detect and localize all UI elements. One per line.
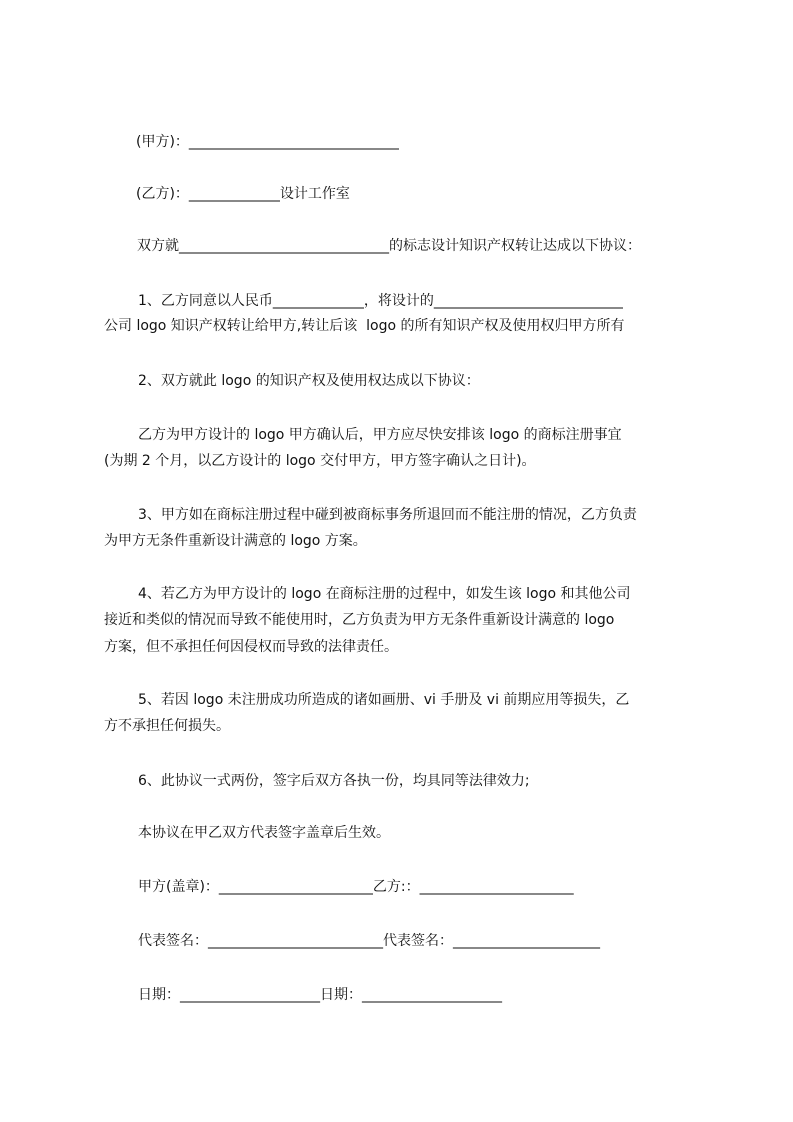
clause5-line2: 方不承担任何损失。 bbox=[104, 718, 230, 734]
clause4-line1: 4、若乙方为甲方设计的 logo 在商标注册的过程中，如发生该 logo 和其他公司 bbox=[138, 586, 631, 602]
party-b-line: (乙方)：_____________设计工作室 bbox=[136, 186, 350, 202]
clause6-line: 6、此协议一式两份，签字后双方各执一份，均具同等法律效力; bbox=[138, 773, 530, 789]
clause3-line2: 为甲方无条件重新设计满意的 logo 方案。 bbox=[104, 533, 367, 549]
clause1-line2: 公司 logo 知识产权转让给甲方,转让后该 logo 的所有知识产权及使用权归甲方所有 bbox=[104, 318, 625, 334]
effect-line: 本协议在甲乙双方代表签字盖章后生效。 bbox=[138, 825, 390, 841]
clause4-line3: 方案，但不承担任何因侵权而导致的法律责任。 bbox=[104, 639, 398, 655]
clause2-line: 2、双方就此 logo 的知识产权及使用权达成以下协议： bbox=[138, 373, 480, 389]
clause3-line1: 3、甲方如在商标注册过程中碰到被商标事务所退回而不能注册的情况，乙方负责 bbox=[138, 507, 637, 523]
signature-line: 代表签名：_________________________代表签名：_____________________ bbox=[138, 933, 600, 949]
clause1-line1: 1、乙方同意以人民币_____________，将设计的___________________________ bbox=[138, 293, 623, 309]
date-line: 日期：____________________日期：____________________ bbox=[138, 987, 502, 1003]
party-a-line: (甲方)：______________________________ bbox=[136, 134, 399, 150]
clause4-line2: 接近和类似的情况而导致不能使用时，乙方负责为甲方无条件重新设计满意的 logo bbox=[104, 612, 615, 628]
intro-line: 双方就______________________________的标志设计知识产权转让达成以下协议： bbox=[137, 238, 641, 254]
clause2-para-line2: (为期 2 个月，以乙方设计的 logo 交付甲方，甲方签字确认之日计)。 bbox=[104, 453, 536, 469]
seal-line: 甲方(盖章)：______________________乙方:：______________________ bbox=[138, 879, 574, 895]
clause5-line1: 5、若因 logo 未注册成功所造成的诸如画册、vi 手册及 vi 前期应用等损失，乙 bbox=[138, 692, 630, 708]
clause2-para-line1: 乙方为甲方设计的 logo 甲方确认后，甲方应尽快安排该 logo 的商标注册事宜 bbox=[138, 427, 622, 443]
